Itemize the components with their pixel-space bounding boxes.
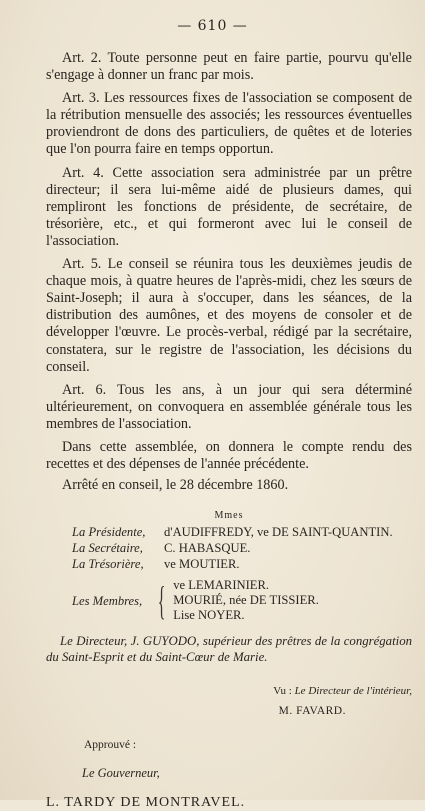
officer-row	[72, 556, 412, 572]
gouverneur-name: L. TARDY DE MONTRAVEL.	[46, 795, 246, 811]
assembly-paragraph: Dans cette assemblée, on donnera le compte rendu des recettes et des dépenses de l'année précédente.	[46, 438, 412, 473]
gouverneur-title: Le Gouverneur,	[82, 766, 160, 781]
signatures-block	[46, 508, 412, 811]
mmes-label: Mmes	[214, 510, 244, 522]
article-2: Art. 2. Toute personne peut en faire partie, pourvu qu'elle s'engage à donner un franc par mois.	[46, 50, 412, 84]
article-4: Art. 4. Cette association sera administrée par un prêtre directeur; il sera lui-même aidé de plusieurs dames, qui rempliront les fonctions de présidente, de secrétaire, de trésorière, etc., et qui formeront avec lui le conseil de l'association.	[46, 164, 412, 249]
brace-glyph: {	[157, 577, 166, 623]
vu-line	[46, 683, 412, 699]
vu-prefix: Vu :	[273, 685, 292, 698]
article-5: Art. 5. Le conseil se réunira tous les deuxièmes jeudis de chaque mois, à quatre heures de l'après-midi, chez les sœurs de Saint-Joseph; il aura à s'occuper, dans les séances, de la distribution des aumônes, et des moyens de consoler et de développer l'œuvre. Le procès-verbal, rédigé par la secrétaire, constatera, sur le registre de l'association, les décisions du conseil.	[46, 256, 412, 375]
officer-name: d'AUDIFFREDY, ve DE SAINT-QUANTIN.	[164, 525, 393, 540]
member-name: Lise NOYER.	[173, 608, 245, 623]
approuve-label: Approuvé :	[84, 739, 137, 752]
officer-role: La Trésorière,	[72, 557, 144, 572]
members-group	[72, 578, 412, 623]
officer-row	[72, 540, 412, 556]
directeur-signature: Le Directeur, J. GUYODO, supérieur des prêtres de la congrégation du Saint-Esprit et du Saint-Cœur de Marie.	[46, 634, 412, 665]
member-name: MOURIÉ, née DE TISSIER.	[173, 593, 319, 608]
article-6: Art. 6. Tous les ans, à un jour qui sera déterminé ultérieurement, on convoquera en assemblée générale tous les membres de l'association.	[46, 381, 412, 432]
arrete-date: Arrêté en conseil, le 28 décembre 1860.	[62, 477, 289, 494]
vu-name: M. FAVARD.	[278, 705, 346, 718]
document-body	[46, 50, 412, 811]
vu-title: Le Directeur de l'intérieur,	[294, 685, 412, 698]
members-label: Les Membres,	[72, 593, 143, 608]
officer-name: C. HABASQUE.	[164, 541, 251, 556]
officer-row	[72, 524, 412, 540]
members-list	[173, 578, 319, 623]
article-3: Art. 3. Les ressources fixes de l'association se composent de la rétribution mensuelle des associés; les ressources éventuelles proviendront de dons des particuliers, de quêtes et de loteries que l'on pourra faire en temps opportun.	[46, 90, 412, 158]
officer-role: La Secrétaire,	[72, 541, 143, 556]
member-name: ve LEMARINIER.	[173, 578, 270, 593]
page-number: — 610 —	[177, 18, 248, 34]
officer-role: La Présidente,	[72, 525, 146, 540]
officer-name: ve MOUTIER.	[164, 557, 240, 572]
